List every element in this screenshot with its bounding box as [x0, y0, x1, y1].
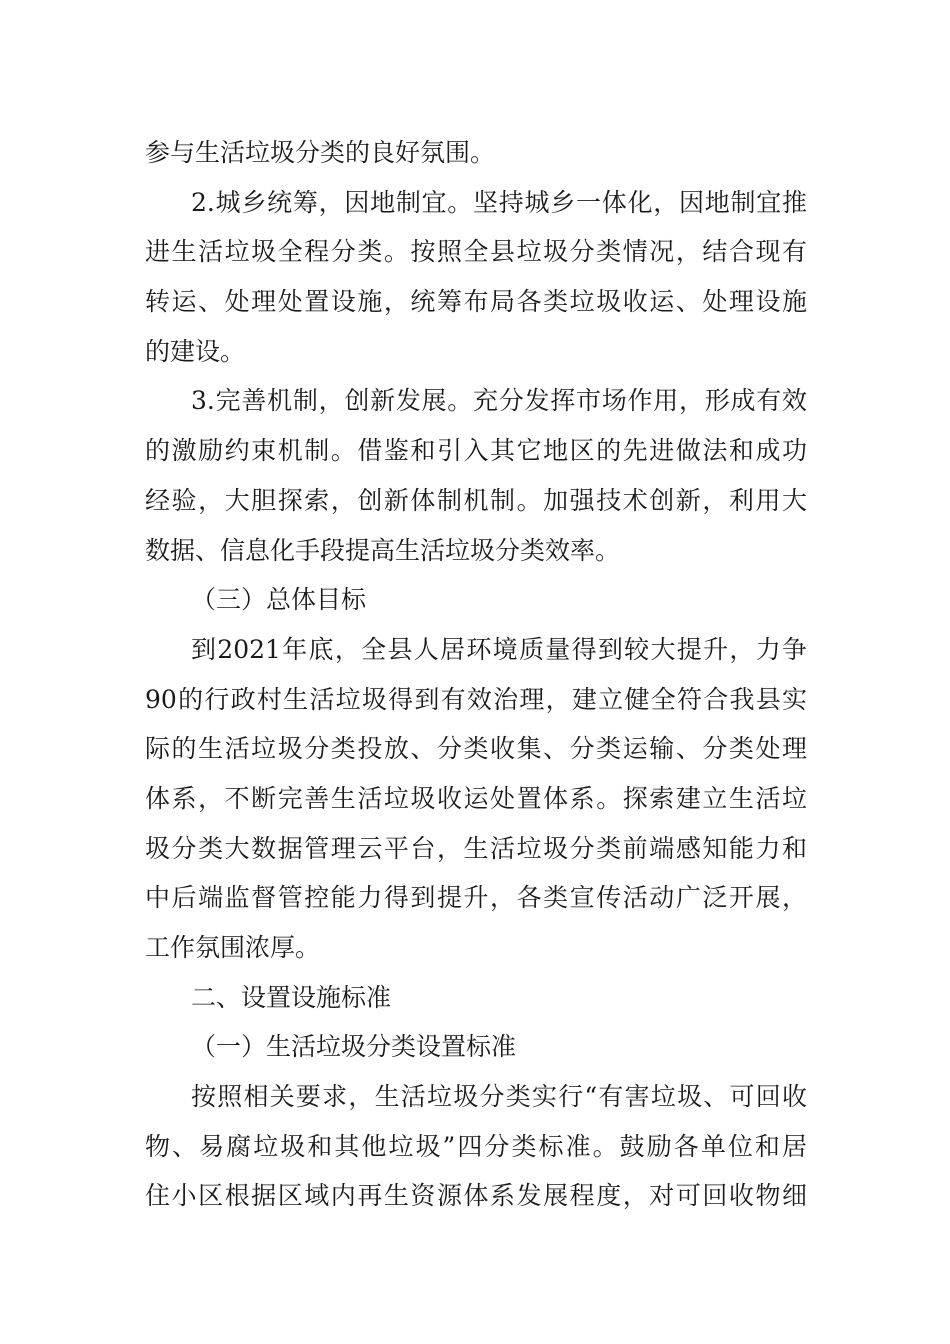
paragraph-line: 工作氛围浓厚。	[145, 933, 321, 962]
paragraph-line: 2.城乡统筹，因地制宜。坚持城乡一体化，因地制宜推	[191, 187, 807, 217]
paragraph-line: 圾分类大数据管理云平台，生活垃圾分类前端感知能力和	[145, 833, 807, 863]
paragraph-line: 3.完善机制，创新发展。充分发挥市场作用，形成有效	[191, 386, 807, 416]
paragraph-line: 的建设。	[145, 336, 246, 366]
paragraph-line: 物、易腐垃圾和其他垃圾”四分类标准。鼓励各单位和居	[145, 1131, 807, 1161]
section-heading: 二、设置设施标准	[191, 982, 392, 1012]
paragraph-line: 体系，不断完善生活垃圾收运处置体系。探索建立生活垃	[145, 783, 807, 813]
subsection-heading: （一）生活垃圾分类设置标准	[191, 1032, 517, 1062]
paragraph-line: 数据、信息化手段提高生活垃圾分类效率。	[145, 535, 621, 565]
paragraph-line: 按照相关要求，生活垃圾分类实行“有害垃圾、可回收	[191, 1082, 807, 1112]
section-heading: （三）总体目标	[191, 585, 367, 615]
paragraph-line: 际的生活垃圾分类投放、分类收集、分类运输、分类处理	[145, 734, 807, 764]
paragraph-line: 90的行政村生活垃圾得到有效治理，建立健全符合我县实	[145, 684, 807, 714]
paragraph-line: 进生活垃圾全程分类。按照全县垃圾分类情况，结合现有	[145, 237, 807, 267]
paragraph-line: 到2021年底，全县人居环境质量得到较大提升，力争	[191, 634, 807, 664]
paragraph-line: 中后端监督管控能力得到提升，各类宣传活动广泛开展，	[145, 883, 807, 913]
paragraph-line: 经验，大胆探索，创新体制机制。加强技术创新，利用大	[145, 485, 807, 515]
document-body	[145, 128, 807, 1221]
paragraph-line: 的激励约束机制。借鉴和引入其它地区的先进做法和成功	[145, 436, 807, 466]
paragraph-line: 转运、处理处置设施，统筹布局各类垃圾收运、处理设施	[145, 287, 807, 317]
paragraph-line: 住小区根据区域内再生资源体系发展程度，对可回收物细	[145, 1181, 807, 1211]
paragraph-line: 参与生活垃圾分类的良好氛围。	[145, 138, 496, 167]
